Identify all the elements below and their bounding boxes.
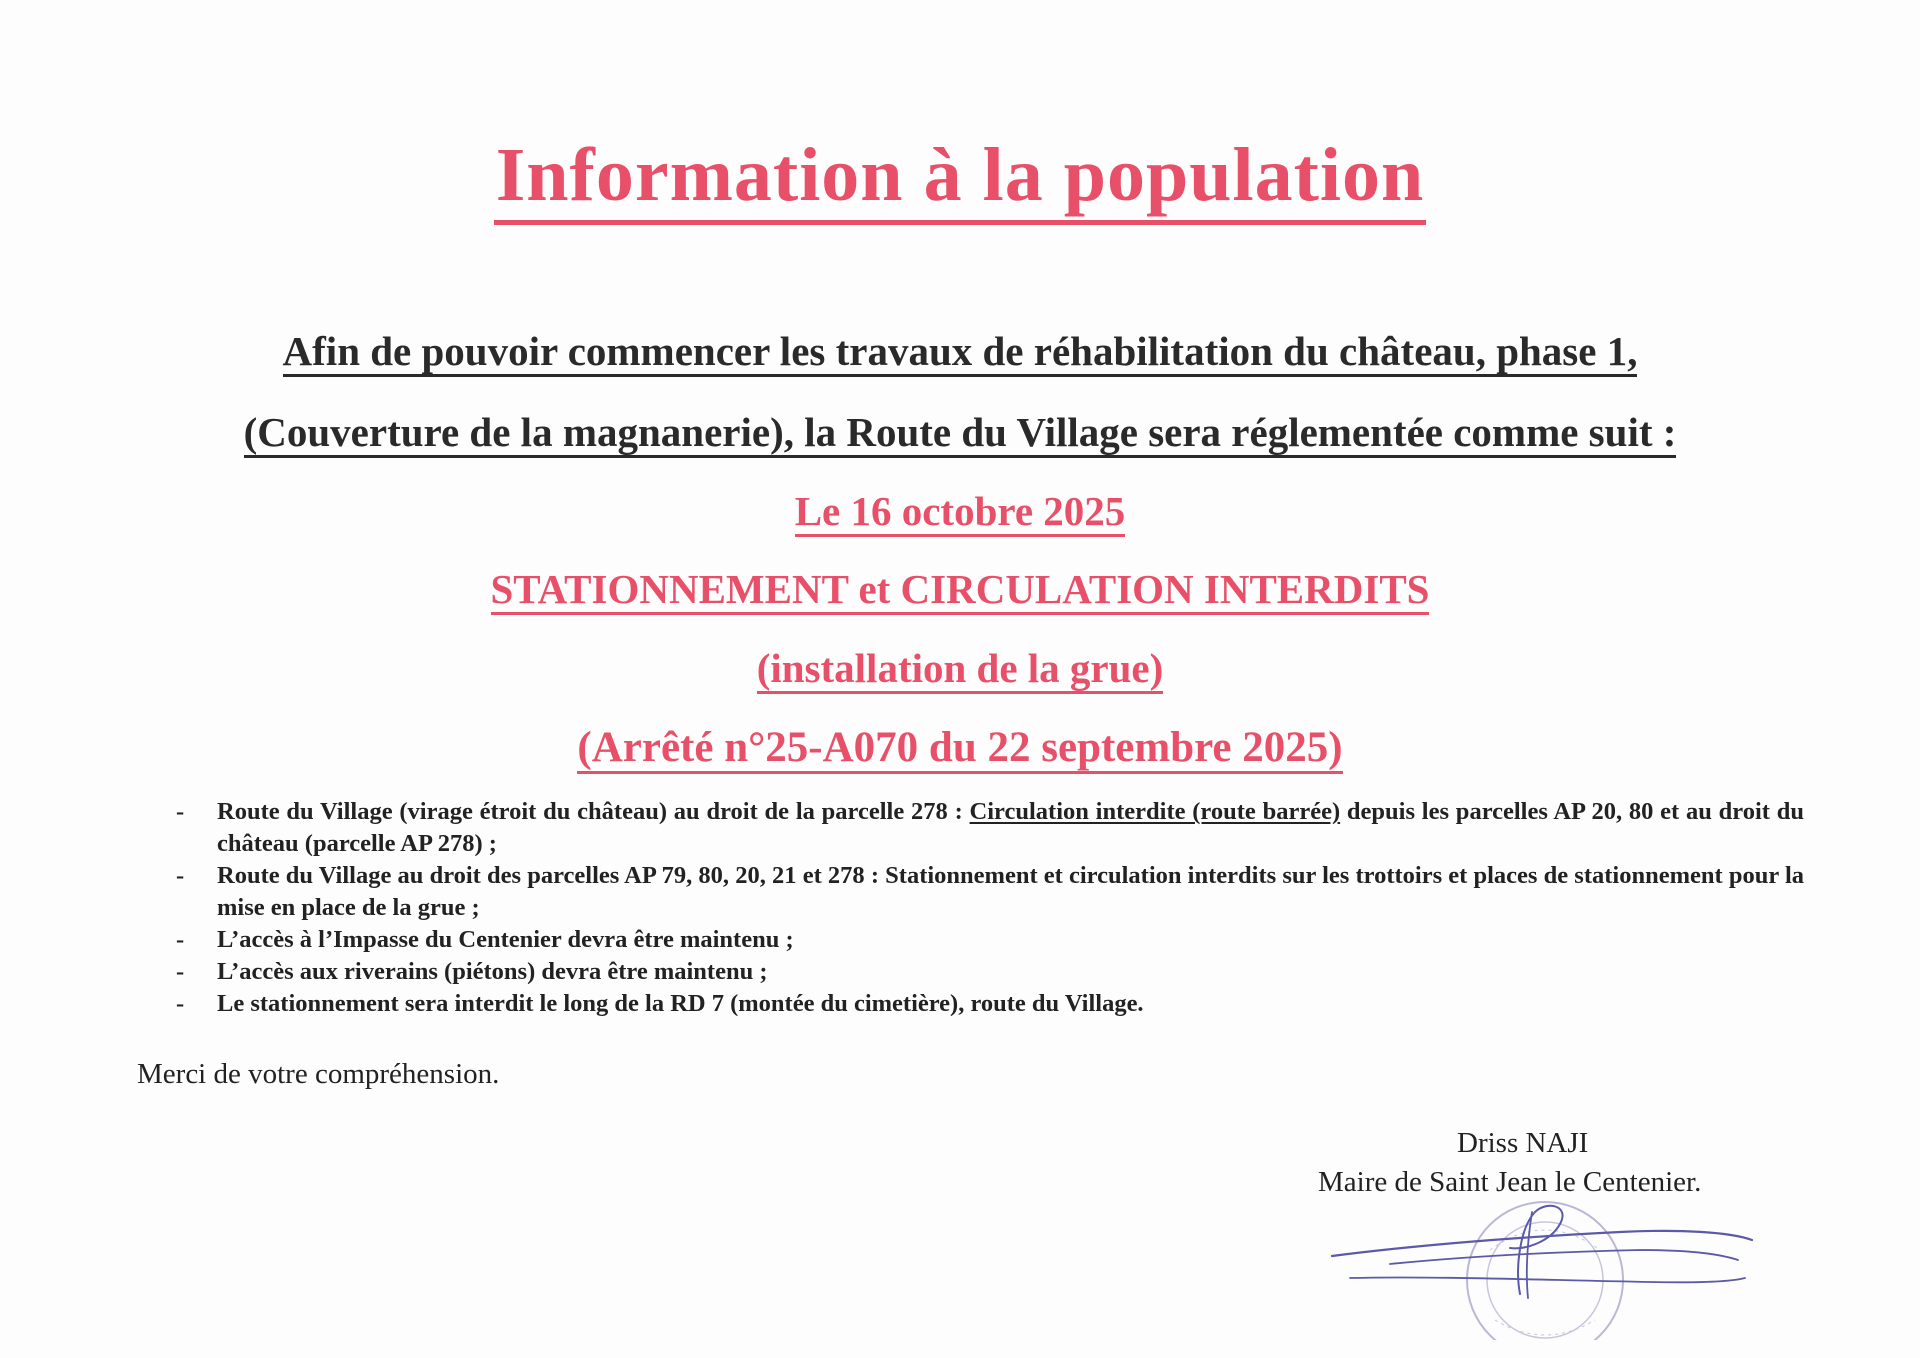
signer-title: Maire de Saint Jean le Centenier. [1318,1166,1702,1198]
notice-decree [0,723,1920,774]
page-title-text: Information à la population [494,133,1427,225]
notice-reason-text: (installation de la grue) [757,646,1164,694]
intro-line-2 [0,408,1920,458]
notice-restriction-text: STATIONNEMENT et CIRCULATION INTERDITS [491,567,1430,615]
intro-line-1-text: Afin de pouvoir commencer les travaux de réhabilitation du château, phase 1, [283,329,1638,377]
notice-reason [0,644,1920,694]
rule-1-text-after: depuis les parcelles AP 20, 80 et au droit du château (parcelle AP 278) ; [217,798,1804,857]
rule-1-text-before: Route du Village (virage étroit du château) au droit de la parcelle 278 : [217,798,970,825]
list-dash: - [176,862,185,889]
rules-list [172,796,1804,1020]
signer-name: Driss NAJI [1457,1127,1589,1159]
list-dash: - [176,990,185,1017]
notice-date [0,487,1920,537]
rule-item [172,924,1804,956]
handwritten-signature [1320,1198,1760,1318]
list-dash: - [176,926,185,953]
rule-3-text: L’accès à l’Impasse du Centenier devra être maintenu ; [217,926,794,953]
closing-thanks: Merci de votre compréhension. [137,1058,500,1090]
rule-item [172,796,1804,860]
rule-2-text: Route du Village au droit des parcelles AP 79, 80, 20, 21 et 278 : Stationnement et circulation interdits sur les trottoirs et places de stationnement pour la mise en place de la grue ; [217,862,1804,921]
intro-line-1 [0,327,1920,377]
page-title [0,132,1920,225]
list-dash: - [176,958,185,985]
rule-4-text: L’accès aux riverains (piétons) devra être maintenu ; [217,958,768,985]
notice-decree-text: (Arrêté n°25-A070 du 22 septembre 2025) [577,724,1342,774]
rule-item [172,956,1804,988]
notice-date-text: Le 16 octobre 2025 [795,489,1126,537]
intro-line-2-text: (Couverture de la magnanerie), la Route du Village sera réglementée comme suit : [244,410,1677,458]
rule-1-underlined-text: Circulation interdite (route barrée) [969,798,1341,825]
list-dash: - [176,798,185,825]
rule-item [172,988,1804,1020]
rule-item [172,860,1804,924]
notice-restriction [0,565,1920,615]
rule-5-text: Le stationnement sera interdit le long de la RD 7 (montée du cimetière), route du Village. [217,990,1144,1017]
